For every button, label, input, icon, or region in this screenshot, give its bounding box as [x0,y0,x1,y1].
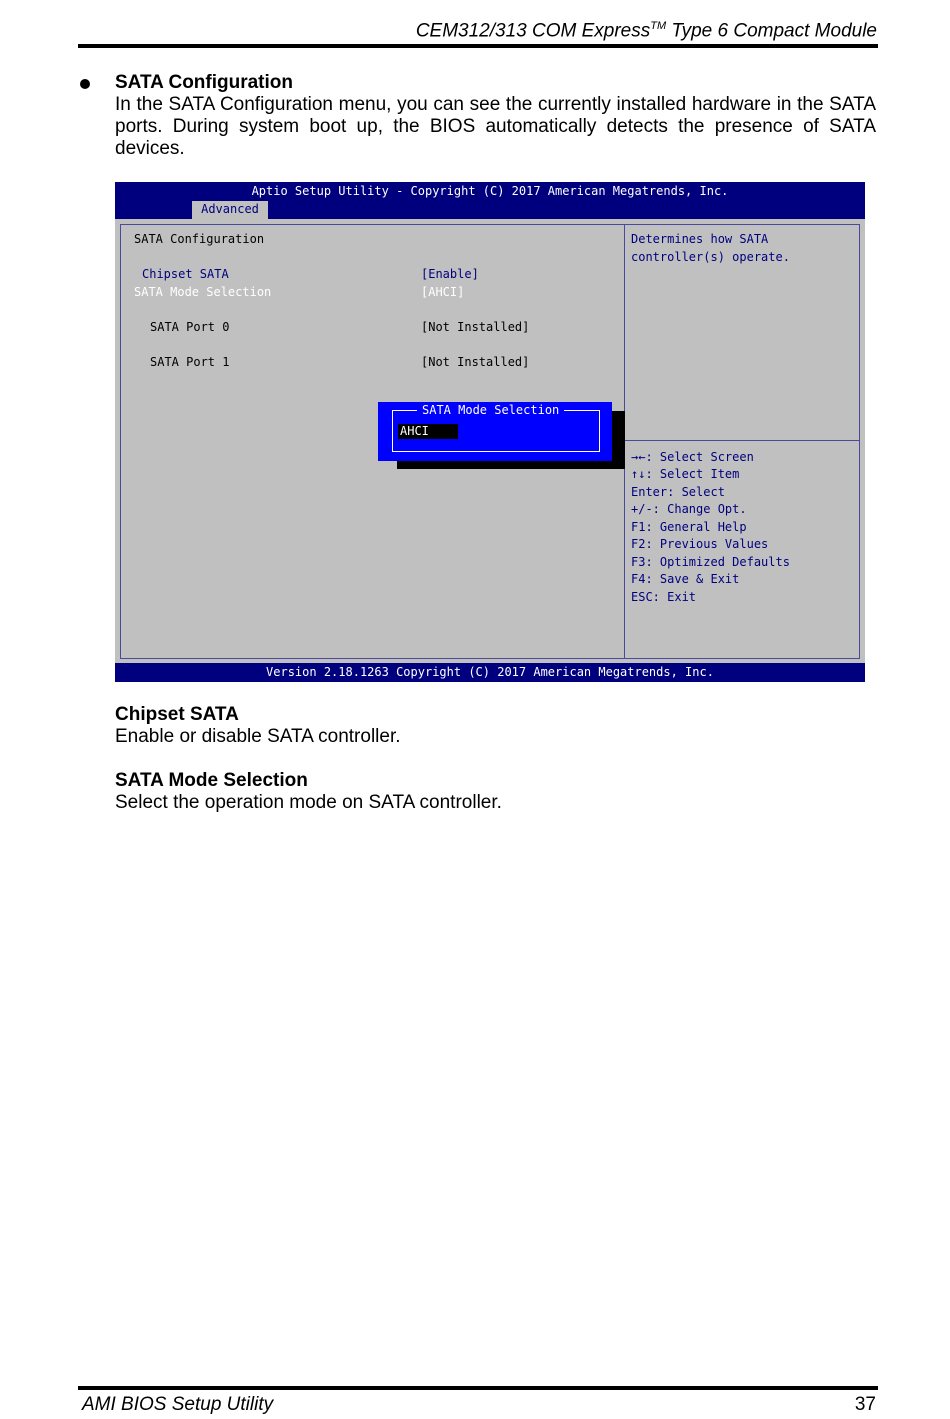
menu-value-sata-port-0: [Not Installed] [421,320,530,334]
footer-chapter: AMI BIOS Setup Utility [82,1394,274,1415]
menu-item-chipset-sata[interactable]: Chipset SATA [142,267,229,281]
header-rule [78,44,878,48]
help-text-line: controller(s) operate. [631,250,790,264]
help-divider [625,440,859,441]
key-hint: Enter: Select [631,485,725,499]
key-hint: ESC: Exit [631,590,697,604]
key-hint: +/-: Change Opt. [631,502,747,516]
key-hint: F2: Previous Values [631,537,769,551]
popup-option-ahci[interactable]: AHCI [398,424,458,439]
menu-value-sata-mode[interactable]: [AHCI] [421,285,465,299]
sata-mode-popup [378,402,612,461]
key-hint: F4: Save & Exit [631,572,740,586]
help-text-line: Determines how SATA [631,232,769,246]
bios-version: Version 2.18.1263 Copyright (C) 2017 American Megatrends, Inc. [266,665,714,679]
bios-title-bar [115,182,865,219]
key-hint: F1: General Help [631,520,747,534]
menu-value-chipset-sata[interactable]: [Enable] [421,267,479,281]
bullet-icon [80,79,90,89]
option-description: Select the operation mode on SATA controller. [115,792,502,813]
option-title: Chipset SATA [115,704,239,725]
key-hint: →←: Select Screen [631,450,754,464]
key-hint: ↑↓: Select Item [631,467,740,481]
document-title: CEM312/313 COM Express™ Type 6 Compact Module [415,20,877,42]
bios-screenshot [115,182,865,682]
bios-title: Aptio Setup Utility - Copyright (C) 2017 American Megatrends, Inc. [251,184,729,198]
bios-status-bar [115,663,865,682]
key-hint: F3: Optimized Defaults [631,555,790,569]
tab-advanced[interactable]: Advanced [192,201,268,219]
footer-rule [78,1386,878,1390]
section-title: SATA Configuration [115,72,294,93]
option-description: Enable or disable SATA controller. [115,726,401,747]
section-intro: In the SATA Configuration menu, you can see the currently installed hardware in the SATA ports. During system boot up, the BIOS automatically detects the presence of SATA devices. [115,94,876,159]
option-title: SATA Mode Selection [115,770,308,791]
page-number: 37 [854,1394,876,1415]
popup-title: SATA Mode Selection [417,403,564,417]
menu-title: SATA Configuration [134,232,265,246]
page-footer [78,1386,878,1416]
menu-value-sata-port-1: [Not Installed] [421,355,530,369]
menu-item-sata-port-1: SATA Port 1 [150,355,230,369]
page-header [78,18,878,48]
menu-item-sata-port-0: SATA Port 0 [150,320,230,334]
menu-item-sata-mode[interactable]: SATA Mode Selection [134,285,272,299]
